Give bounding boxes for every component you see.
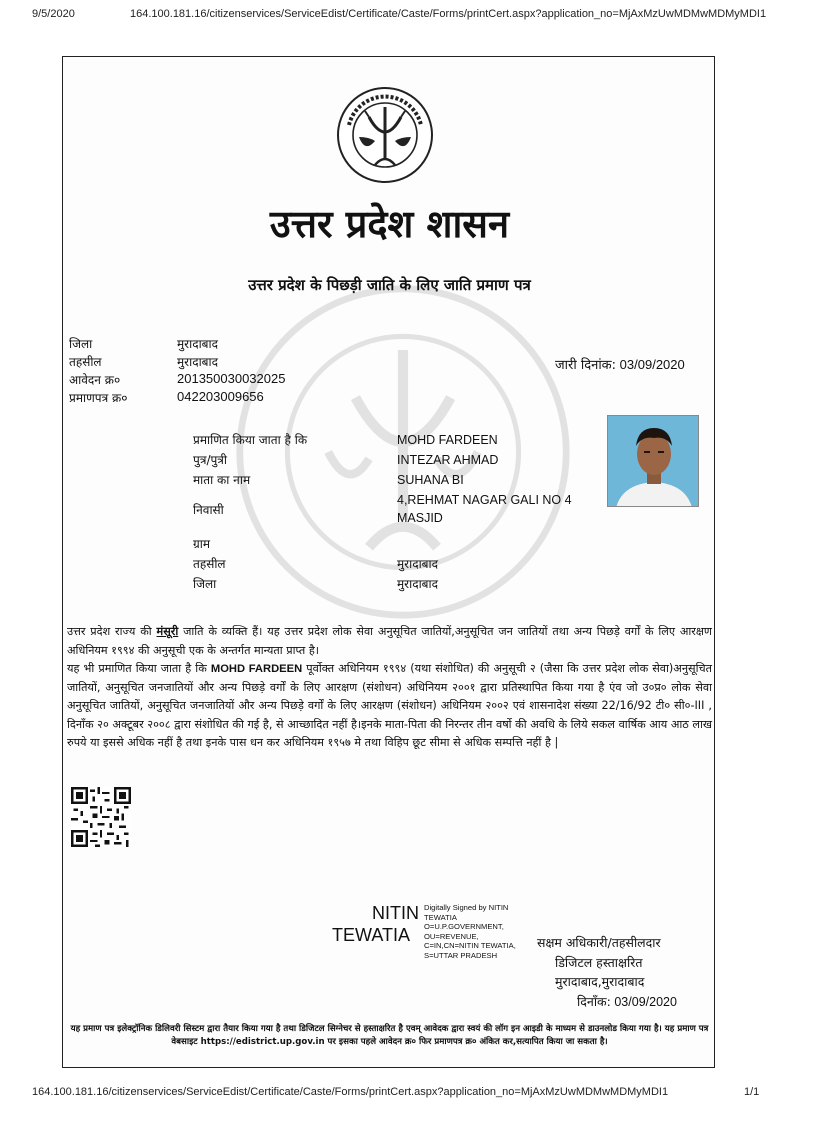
detail-label: ग्राम <box>193 537 211 551</box>
detail-label: माता का नाम <box>193 473 251 487</box>
print-date: 9/5/2020 <box>32 8 75 20</box>
person-photo-icon <box>608 416 699 507</box>
signature-note: Digitally Signed by NITIN TEWATIA O=U.P.GOVERNMENT, OU=REVENUE, C=IN,CN=NITIN TEWATIA, S=UTTAR PRADESH <box>424 903 516 960</box>
detail-value: मुरादाबाद <box>397 557 439 571</box>
body-paragraph-2 <box>67 660 712 753</box>
authority-location: मुरादाबाद,मुरादाबाद <box>555 974 645 989</box>
meta-label: तहसील <box>69 355 102 369</box>
meta-row-certificate <box>69 389 369 407</box>
body-text-2b: पूर्वोक्त अधिनियम १९९४ (यथा संशोधित) की अनुसूची २ (जैसा कि उत्तर प्रदेश लोक सेवा)अनुसूचित जातियों, अनुसूचित जनजातियों और अन्य पिछड़े वर्गों के लिए आरक्षण (संशोधन) अधिनियम २००१ द्वारा प्रतिस्थापित किया गया है एंव जो उ०प्र० लोक सेवा अनुसूचित जातियों, अनुसूचित जनजातियों और अन्य पिछड़े वर्गों के लिए आरक्षण (संशोधन) अधिनियम २००२ एवं शासनादेश संख्या 22/16/92 टी० सी०-III , दिनाँक २० अक्टूबर २००८ द्वारा संशोधित की गई है, से आच्छादित नहीं है।इनके माता-पिता की निरन्तर तीन वर्षो की अवधि के लिये सकल वार्षिक आय आठ लाख रुपये या इससे अधिक नहीं है तथा इनके पास धन कर अधिनियम १९५७ मे तथा विहिप छूट सीमा से अधिक सम्पत्ति नहीं है | <box>67 662 712 749</box>
body-text-1a: उत्तर प्रदेश राज्य की <box>67 625 157 638</box>
digital-signature <box>328 903 528 983</box>
detail-label: प्रमाणित किया जाता है कि <box>193 433 308 447</box>
meta-value: मुरादाबाद <box>177 337 219 351</box>
meta-value: 201350030032025 <box>177 371 286 386</box>
signer-name-line2: TEWATIA <box>332 925 410 945</box>
authority-digital: डिजिटल हस्ताक्षरित <box>555 954 643 970</box>
detail-value: MOHD FARDEEN <box>397 433 498 447</box>
page-number: 1/1 <box>744 1086 760 1098</box>
footer-url: 164.100.181.16/citizenservices/ServiceEdist/Certificate/Caste/Forms/printCert.aspx?application_no=MjAxMzUwMDMwMDMyMDI1 <box>32 1086 669 1098</box>
signer-name-line1: NITIN <box>372 903 419 923</box>
detail-label: जिला <box>193 577 217 591</box>
qr-code-icon[interactable] <box>71 787 131 847</box>
meta-label: आवेदन क्र० <box>69 373 121 387</box>
print-header <box>0 8 816 28</box>
issuing-authority <box>537 933 677 1012</box>
body-applicant-name: MOHD FARDEEN <box>210 663 303 675</box>
certificate-body <box>67 623 712 753</box>
meta-row-district <box>69 335 369 353</box>
issue-date <box>555 355 685 373</box>
verification-footnote: यह प्रमाण पत्र इलेक्ट्रॉनिक डिलिवरी सिस्टम द्वारा तैयार किया गया है तथा डिजिटल सिग्नेचर से हस्ताक्षरित है एवम् आवेदक द्वारा स्वयं की लॉग इन आइडी के माध्यम से डाउनलोड किया गया है। यह प्रमाण पत्र वेबसाइट https://edistrict.up.gov.in पर इसका पहले आवेदन क्र० फिर प्रमाणपत्र क्र० अंकित कर,सत्यापित किया जा सकता है। <box>70 1024 709 1047</box>
issue-date-label: जारी दिनांक: <box>555 358 617 373</box>
meta-value: मुरादाबाद <box>177 355 219 369</box>
applicant-photo <box>607 415 699 507</box>
body-text-2a: यह भी प्रमाणित किया जाता है कि <box>67 662 211 675</box>
detail-value: मुरादाबाद <box>397 577 439 591</box>
authority-date-label: दिनाँक: <box>577 993 611 1009</box>
certificate <box>62 56 715 1068</box>
certificate-subtitle: उत्तर प्रदेश के पिछड़ी जाति के लिए जाति प्रमाण पत्र <box>248 276 531 294</box>
print-url: 164.100.181.16/citizenservices/ServiceEdist/Certificate/Caste/Forms/printCert.aspx?application_no=MjAxMzUwMDMwMDMyMDI1 <box>130 8 767 20</box>
print-footer <box>0 1086 816 1106</box>
meta-value: 042203009656 <box>177 389 264 404</box>
meta-label: जिला <box>69 337 93 351</box>
body-text-1b: जाति के व्यक्ति हैं। यह उत्तर प्रदेश लोक सेवा अनुसूचित जातियों,अनुसूचित जन जातियों तथा अन्य पिछड़े वर्गों के लिए आरक्षण अधिनियम १९९४ की अनुसूची एक के अन्तर्गत मान्यता प्राप्त है। <box>67 625 712 657</box>
meta-row-tehsil <box>69 353 369 371</box>
up-state-emblem-icon <box>335 85 435 185</box>
authority-date-value: 03/09/2020 <box>614 994 677 1009</box>
authority-designation: सक्षम अधिकारी/तहसीलदार <box>537 935 661 950</box>
detail-value: INTEZAR AHMAD <box>397 453 499 467</box>
detail-label: पुत्र/पुत्री <box>193 453 228 467</box>
issue-date-value: 03/09/2020 <box>619 357 685 372</box>
meta-label: प्रमाणपत्र क्र० <box>69 391 128 405</box>
page-title: उत्तर प्रदेश शासन <box>269 202 510 246</box>
detail-label: निवासी <box>193 503 224 517</box>
detail-label: तहसील <box>193 557 226 571</box>
body-paragraph-1 <box>67 623 712 660</box>
detail-value: 4,REHMAT NAGAR GALI NO 4 MASJID <box>397 493 572 525</box>
caste-name: मंसूरी <box>156 625 179 638</box>
detail-value: SUHANA BI <box>397 473 464 487</box>
authority-date <box>537 992 677 1013</box>
meta-row-application <box>69 371 369 389</box>
